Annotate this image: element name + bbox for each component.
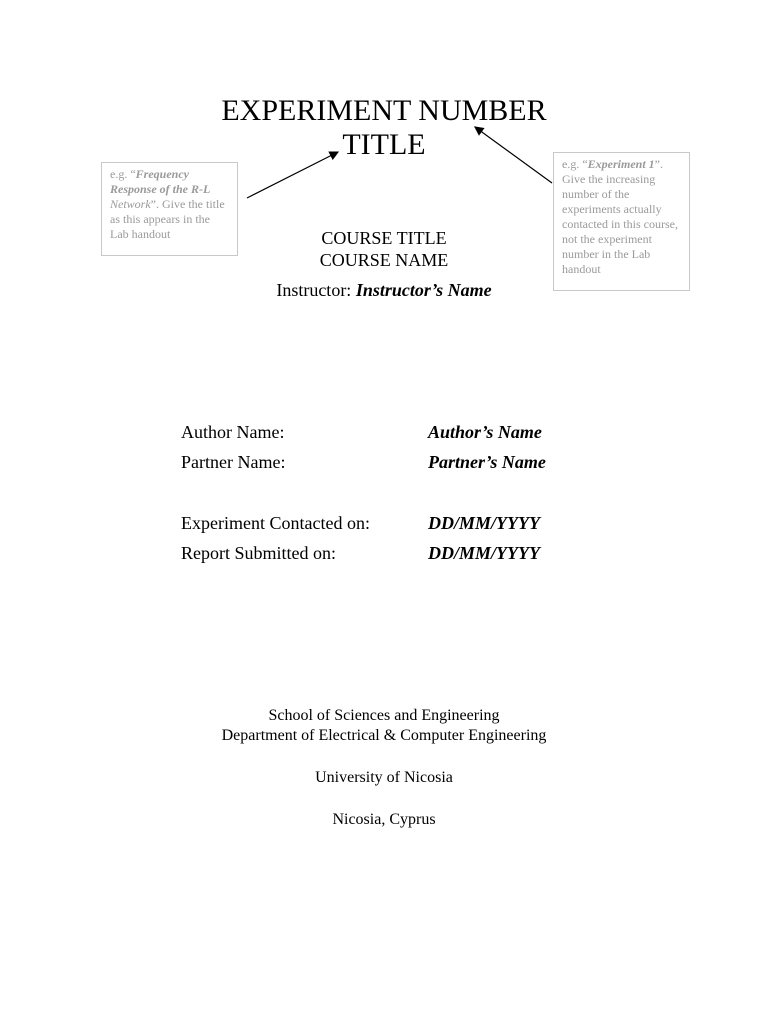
submitted-date: DD/MM/YYYY	[428, 543, 540, 563]
partner-value: Partner’s Name	[428, 452, 546, 472]
course-title: COURSE TITLE	[321, 228, 447, 248]
experiment-number-line: EXPERIMENT NUMBER	[221, 94, 547, 127]
course-name: COURSE NAME	[319, 250, 449, 270]
submitted-label: Report Submitted on:	[181, 543, 336, 563]
university-name: University of Nicosia	[315, 769, 453, 786]
contacted-row	[181, 512, 601, 534]
department-name: Department of Electrical & Computer Engineering	[221, 727, 547, 744]
instructor-name: Instructor’s Name	[355, 280, 492, 300]
location: Nicosia, Cyprus	[332, 811, 436, 828]
submitted-row	[181, 542, 601, 564]
partner-label: Partner Name:	[181, 452, 286, 472]
experiment-title-line: TITLE	[342, 128, 426, 161]
course-block	[0, 227, 768, 271]
school-name: School of Sciences and Engineering	[268, 707, 500, 724]
instructor-label: Instructor:	[276, 280, 356, 300]
partner-row	[181, 451, 601, 473]
number-hint-note: e.g. “Experiment 1”. Give the increasing number of the experiments actually contacted in this course, not the experiment number in the Lab handout	[553, 152, 690, 291]
title-hint-example: Frequency Response of the R-L	[110, 167, 211, 196]
author-row	[181, 421, 601, 443]
contacted-date: DD/MM/YYYY	[428, 513, 540, 533]
author-value: Author’s Name	[428, 422, 542, 442]
title-hint-note: e.g. “Frequency Response of the R-L Network”. Give the title as this appears in the Lab handout	[101, 162, 238, 256]
instructor-line	[0, 279, 768, 301]
number-hint-example: Experiment 1	[587, 157, 655, 171]
author-label: Author Name:	[181, 422, 285, 442]
contacted-label: Experiment Contacted on:	[181, 513, 370, 533]
